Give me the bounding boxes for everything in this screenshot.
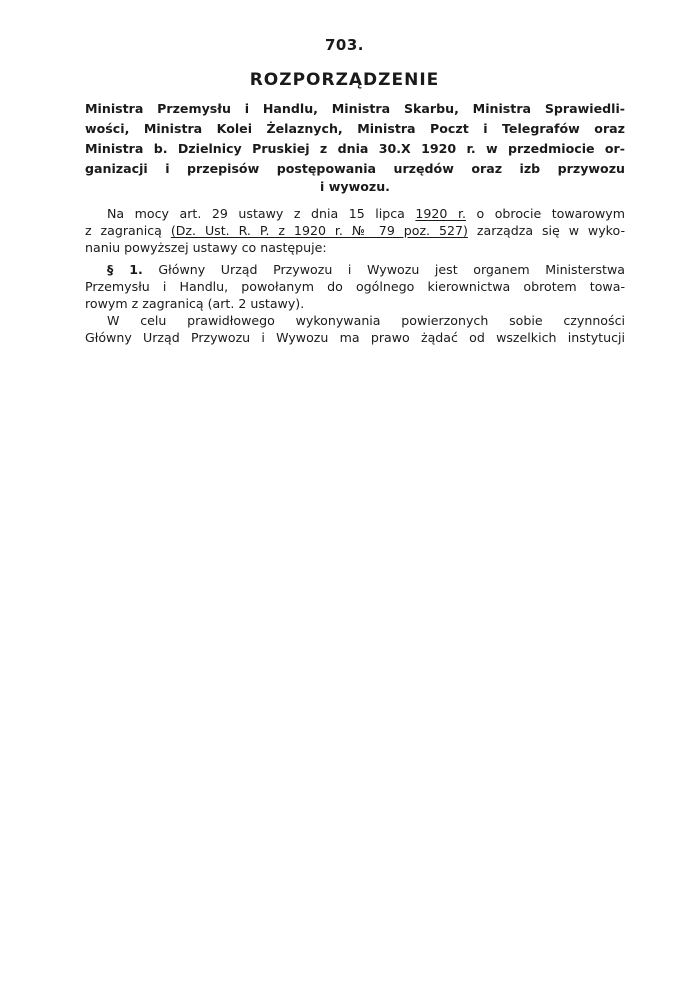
section-1-label: § 1. <box>107 262 143 277</box>
date-reference: 1920 r. <box>415 206 466 221</box>
section-1-line-1-text: Główny Urząd Przywozu i Wywozu jest organem Ministerstwa <box>142 262 625 277</box>
section-1-line-1 <box>85 262 625 277</box>
section-1-line-2: Przemysłu i Handlu, powołanym do ogólnego kierownictwa obrotem towa- <box>85 279 625 294</box>
journal-citation: (Dz. Ust. R. P. z 1920 r. № 79 poz. 527) <box>170 223 468 238</box>
document-number: 703. <box>324 36 364 54</box>
document-title: ROZPORZĄDZENIE <box>249 70 440 90</box>
paragraph-2-line-2: Główny Urząd Przywozu i Wywozu ma prawo żądać od wszelkich instytucji <box>85 330 625 345</box>
paragraph-1-line-2 <box>85 223 625 238</box>
paragraph-1-line-1-start: Na mocy art. 29 ustawy z dnia 15 lipca <box>107 206 416 221</box>
subtitle-line-2: wości, Ministra Kolei Żelaznych, Ministra Poczt i Telegrafów oraz <box>85 121 625 136</box>
paragraph-1-line-3: naniu powyższej ustawy co następuje: <box>85 240 327 255</box>
subtitle-line-3: Ministra b. Dzielnicy Pruskiej z dnia 30.X 1920 r. w przedmiocie or- <box>85 141 625 156</box>
subtitle-line-1: Ministra Przemysłu i Handlu, Ministra Skarbu, Ministra Sprawiedli- <box>85 101 625 116</box>
subtitle-line-4: ganizacji i przepisów postępowania urzędów oraz izb przywozu <box>85 161 625 176</box>
paragraph-1-line-1 <box>85 206 625 221</box>
paragraph-1-line-1-end: o obrocie towarowym <box>465 206 625 221</box>
paragraph-1-line-2-end: zarządza się w wyko- <box>467 223 625 238</box>
paragraph-2-line-1: W celu prawidłowego wykonywania powierzonych sobie czynności <box>107 313 625 328</box>
section-1-line-3: rowym z zagranicą (art. 2 ustawy). <box>85 296 305 311</box>
subtitle-line-5: i wywozu. <box>320 179 390 194</box>
paragraph-1-line-2-start: z zagranicą <box>85 223 171 238</box>
